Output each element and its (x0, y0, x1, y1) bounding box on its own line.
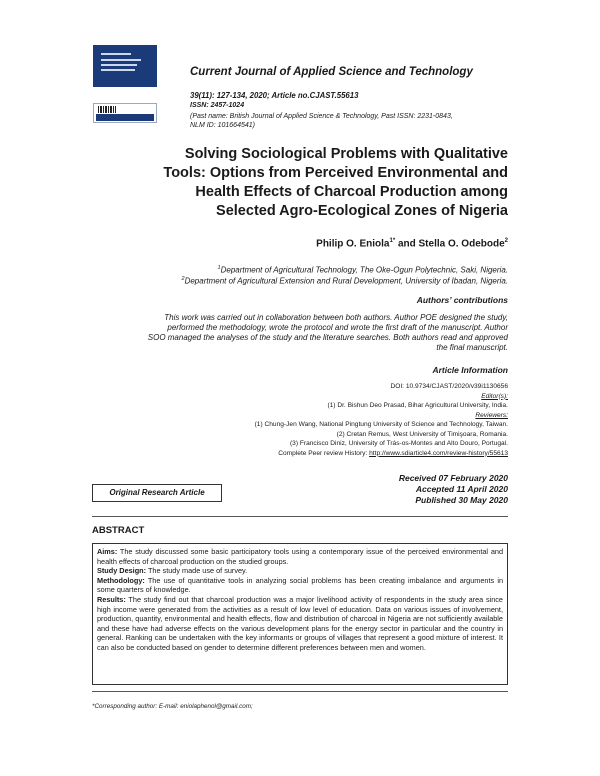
accepted-date: Accepted 11 April 2020 (415, 484, 508, 494)
abstract-aims: Aims: The study discussed some basic participatory tools using a contemporary issue of the perceived environmental and health effects of charcoal production on the studied groups. (97, 547, 503, 566)
reviewers-label: Reviewers: (475, 411, 508, 419)
review-history-link[interactable]: http://www.sdiarticle4.com/review-history/55613 (369, 449, 508, 457)
reviewer-3: (3) Francisco Diniz, University of Trás-os-Montes and Alto Douro, Portugal. (289, 440, 508, 447)
barcode-icon (98, 106, 116, 113)
article-info-heading: Article Information (432, 365, 508, 375)
corresponding-author-footnote: *Corresponding author: E-mail: eniolaphenol@gmail.com; (92, 703, 253, 710)
contributions-text: This work was carried out in collaboration between both authors. Author POE designed the study, performed the methodology, wrote the protocol and wrote the first draft of the manuscript. Author SOO managed the analyses of the study and the literature searches. Both authors read and approved the final manuscript. (147, 313, 508, 352)
reviewer-1: (1) Chung-Jen Wang, National Pingtung University of Science and Technology, Taiwan. (254, 421, 508, 428)
journal-cover-image (93, 45, 157, 87)
abstract-box (92, 543, 508, 685)
citation: 39(11): 127-134, 2020; Article no.CJAST.55613 (190, 91, 359, 100)
authors: Philip O. Eniola$^{1*}$ and Stella O. Odebode$^2$ (316, 238, 508, 250)
affiliation-1: $^1$Department of Agricultural Technology, The Oke-Ogun Polytechnic, Saki, Nigeria. (217, 265, 508, 275)
affiliation-2: $^2$Department of Agricultural Extension and Rural Development, University of Ibadan, Nigeria. (181, 276, 508, 286)
reviewer-2: (2) Cretan Remus, West University of Timişoara, Romania. (336, 430, 508, 438)
publication-dates (399, 473, 508, 506)
journal-barcode-image (93, 103, 157, 123)
abstract-methodology: Methodology: The use of quantitative tools in analyzing social problems has been creating imbalance and arguments in some quarters of knowledge. (97, 575, 503, 595)
author-2: Stella O. Odebode (418, 238, 505, 250)
journal-name: Current Journal of Applied Science and Technology (190, 66, 473, 78)
former-journal-info: (Past name: British Journal of Applied Science & Technology, Past ISSN: 2231-0843, NLM ID: 101664541) (190, 113, 453, 129)
article-type-badge: Original Research Article (92, 484, 222, 502)
published-date: Published 30 May 2020 (415, 495, 508, 505)
editors-label: Editor(s): (481, 392, 508, 400)
author-1: Philip O. Eniola (316, 238, 390, 250)
issn: ISSN: 2457-1024 (190, 102, 245, 109)
editor-1: (1) Dr. Bishun Deo Prasad, Bihar Agricultural University, India. (327, 402, 508, 409)
abstract-design: Study Design: The study made use of survey. (97, 566, 248, 576)
contributions-heading: Authors’ contributions (416, 295, 508, 305)
footnote-divider (92, 691, 508, 692)
paper-title: Solving Sociological Problems with Qualitative Tools: Options from Perceived Environmental and Health Effects of Charcoal Production among Selected Agro-Ecological Zones of Nigeria (163, 146, 508, 219)
review-history: Complete Peer review History: http://www.sdiarticle4.com/review-history/55613 (278, 449, 508, 457)
abstract-results: Results: The study find out that charcoal production was a major livelihood activity of respondents in the study area since high income were generated from the activities as a result of low level of education. Data on various issues of involvement, production, quantity, environmental and health effects, flow and distribution of charcoal in Nigeria are not sufficiently available and these have had adverse effects on the various development plans for the energy sector in particular and the country in general. Ranking can be undertaken with the key informants or groups of villages that represent a good mixture of interest. It can also be conducted based on gender to determine different preferences between men and women. (97, 594, 503, 652)
divider (92, 516, 508, 517)
article-info (78, 382, 508, 458)
doi: DOI: 10.9734/CJAST/2020/v39i1130656 (390, 383, 508, 390)
abstract-heading: ABSTRACT (92, 525, 145, 536)
received-date: Received 07 February 2020 (398, 473, 508, 483)
